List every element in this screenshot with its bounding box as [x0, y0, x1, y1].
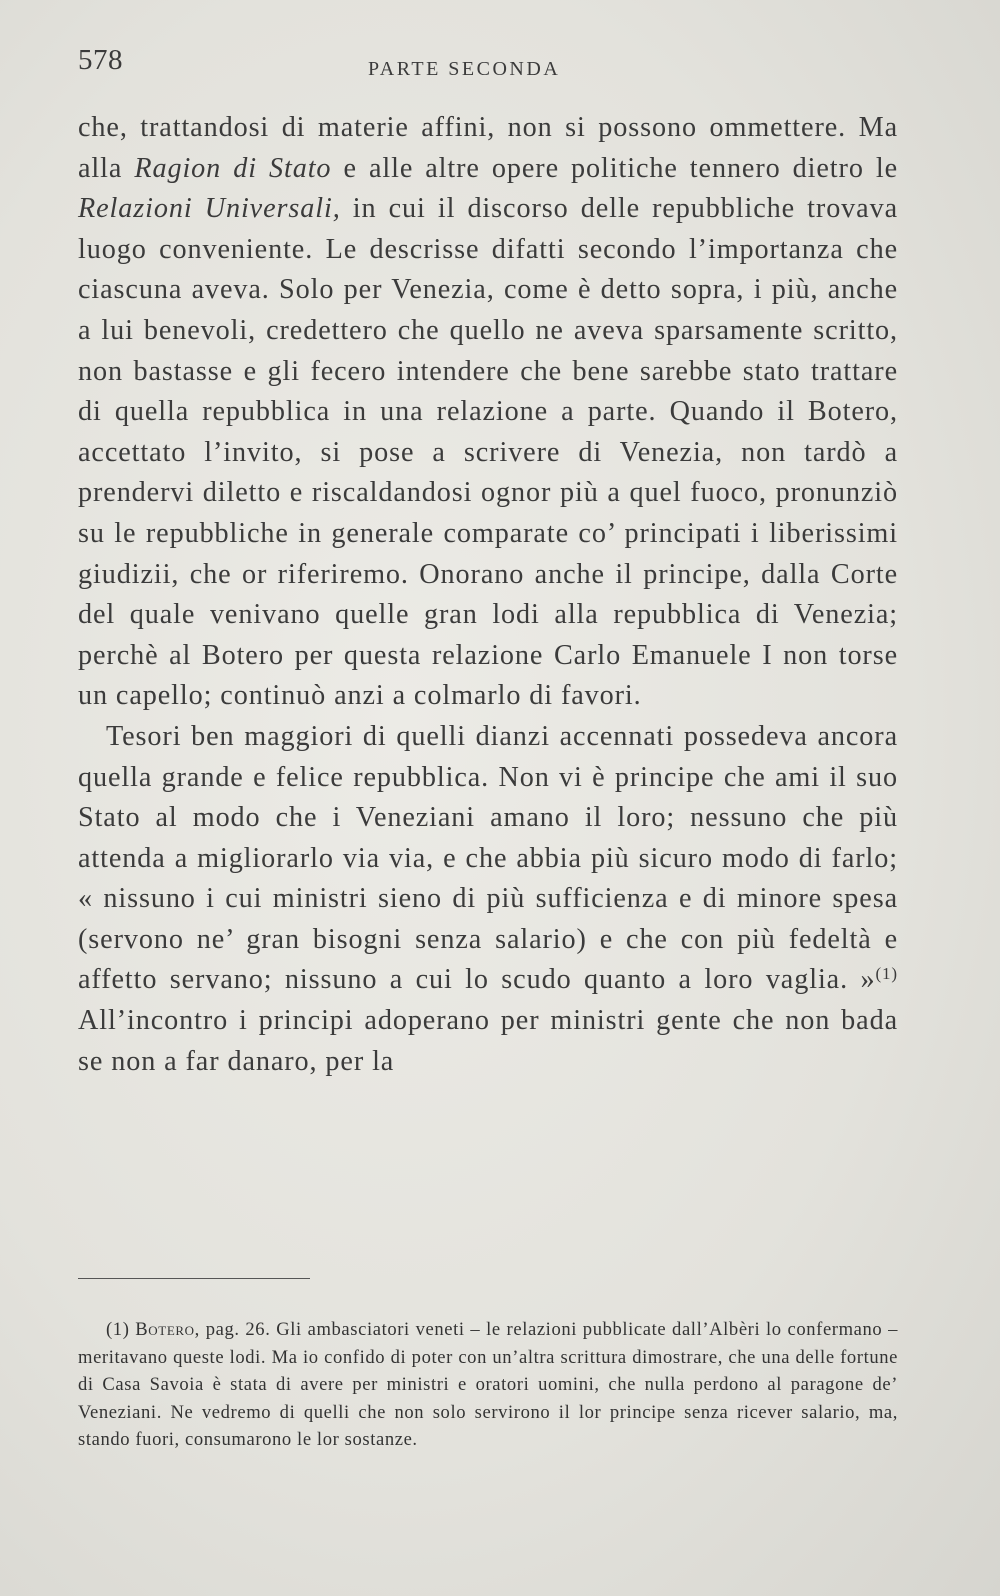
paragraph-1-part-b: e alle altre opere politiche tennero dietro le [331, 152, 899, 184]
footnote-marker: (1) [106, 1319, 130, 1340]
footnote-reference[interactable]: (1) [875, 964, 898, 984]
footnote [78, 1316, 898, 1454]
paragraph-1-part-a: che, trattandosi di materie affini, non si possono ommettere. Ma alla [78, 112, 898, 184]
page-number: 578 [78, 44, 123, 76]
footnote-author: Botero, [135, 1319, 200, 1340]
italic-title-relazioni-universali: Relazioni Universali, [78, 193, 341, 225]
paragraph-1 [78, 108, 898, 717]
footnote-separator [78, 1278, 310, 1279]
paragraph-1-part-c: in cui il discorso delle repubbliche trovava luogo conveniente. Le descrisse difatti secondo l’importanza che ciascuna aveva. Solo per Venezia, come è detto sopra, i più, anche a lui benevoli, credettero che quello ne aveva sparsamente scritto, non bastasse e gli fecero intendere che bene sarebbe stato trattare di quella repubblica in una relazione a parte. Quando il Botero, accettato l’invito, si pose a scrivere di Venezia, non tardò a prendervi diletto e riscaldandosi ognor più a quel fuoco, pronunziò su le repubbliche in generale comparate co’ principati i liberissimi giudizii, che or riferiremo. Onorano anche il principe, dalla Corte del quale venivano quelle gran lodi alla repubblica di Venezia; perchè al Botero per questa relazione Carlo Emanuele I non torse un capello; continuò anzi a colmarlo di favori. [78, 193, 898, 712]
footnote-text: pag. 26. Gli ambasciatori veneti – le relazioni pubblicate dall’Albèri lo confermano – meritavano queste lodi. Ma io confido di poter con un’altra scrittura dimostrare, che una delle fortune di Casa Savoia è stata di avere per ministri e oratori uomini, che nulla perdono al paragone de’ Veneziani. Ne vedremo di quelli che non solo servirono il lor principe senza ricever salario, ma, stando fuori, consumarono le lor sostanze. [78, 1319, 898, 1450]
paragraph-2-part-b: All’incontro i principi adoperano per ministri gente che non bada se non a far danaro, per la [78, 1005, 898, 1077]
page-header [78, 44, 898, 84]
paragraph-2-part-a: Tesori ben maggiori di quelli dianzi accennati possedeva ancora quella grande e felice repubblica. Non vi è principe che ami il suo Stato al modo che i Veneziani amano il loro; nessuno che più attenda a migliorarlo via via, e che abbia più sicuro modo di farlo; « nissuno i cui ministri sieno di più sufficienza e di minore spesa (servono ne’ gran bisogni senza salario) e che con più fedeltà e affetto servano; nissuno a cui lo scudo quanto a loro vaglia. » [78, 720, 898, 996]
italic-title-ragion-di-stato: Ragion di Stato [134, 152, 332, 184]
paragraph-2 [78, 717, 898, 1082]
running-head: PARTE SECONDA [368, 58, 561, 80]
main-text [78, 108, 898, 1082]
footnote-paragraph [78, 1316, 898, 1454]
